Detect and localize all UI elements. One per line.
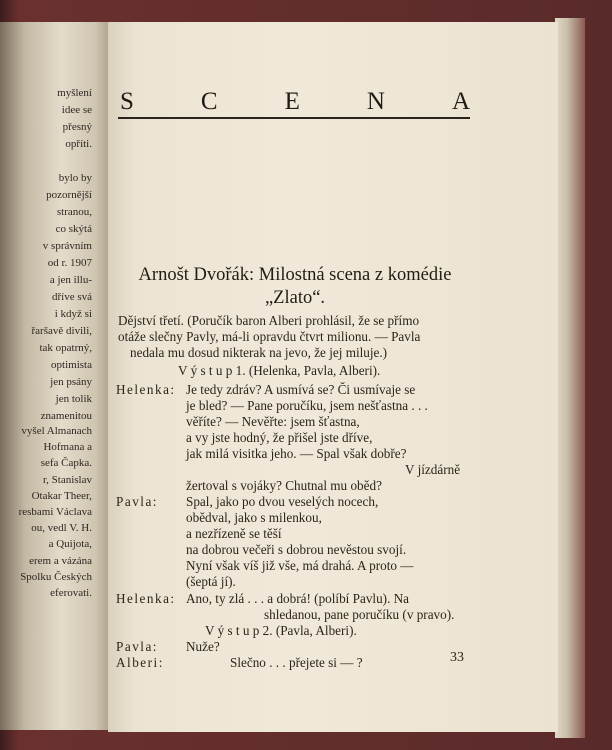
dialogue-line: je bled? — Pane poručíku, jsem nešťastna . . . [186, 398, 428, 413]
left-page [0, 22, 112, 730]
article-title: Arnošt Dvořák: Milostná scena z komédie [138, 265, 452, 285]
dialogue-line: obědval, jako s milenkou, [186, 510, 322, 525]
scene-heading: V ý s t u p 1. (Helenka, Pavla, Alberi). [178, 363, 381, 378]
left-page-line: přesný [62, 121, 92, 133]
left-page-line: i když si [54, 308, 92, 320]
scena-heading [120, 88, 470, 116]
left-page-line: jen tolik [55, 393, 92, 405]
heading-letter: N [366, 88, 385, 115]
dialogue-line: a nezřízeně se těší [186, 526, 282, 541]
dialogue-line: shledanou, pane poručíku (v pravo). [264, 607, 455, 622]
left-page-line: eferovati. [50, 587, 92, 599]
left-page-line: řaršavě divili, [31, 325, 92, 337]
left-page-line: resbami Václava [18, 506, 92, 518]
dialogue-line: Nyní však víš již vše, má drahá. A proto — [186, 558, 414, 573]
dialogue-line: žertoval s vojáky? Chutnal mu oběd? [186, 478, 382, 493]
page-number: 33 [450, 650, 464, 665]
left-page-line: erem a vázána [29, 554, 92, 567]
left-page-line: tak opatrný, [39, 342, 92, 354]
left-page-line: a Quijota, [48, 538, 92, 551]
dialogue-line: Spal, jako po dvou veselých nocech, [186, 494, 379, 509]
left-page-line: Otakar Theer, [31, 489, 92, 502]
left-page-line: ou, vedl V. H. [31, 522, 92, 535]
heading-letter: A [451, 88, 470, 115]
left-page-line: pozornější [46, 189, 92, 201]
speaker-label: Pavla: [116, 494, 158, 509]
speaker-label: Pavla: [116, 639, 158, 654]
speaker-label: Helenka: [116, 382, 176, 397]
speaker-label: Alberi: [116, 655, 164, 670]
intro-line: nedala mu dosud nikterak na jevo, že jej miluje.) [130, 345, 388, 360]
left-page-line: vyšel Almanach [21, 425, 92, 437]
dialogue-line: Nuže? [186, 639, 220, 654]
left-page-line: znamenitou [40, 410, 92, 422]
heading-letter: S [120, 88, 134, 115]
left-page-line: a jen illu- [49, 274, 92, 286]
left-page-line: optimista [51, 359, 92, 371]
dialogue-line: Ano, ty zlá . . . a dobrá! (políbí Pavlu). Na [186, 591, 410, 606]
left-page-line: v správním [42, 240, 92, 252]
dialogue-line: Slečno . . . přejete si — ? [230, 655, 363, 670]
dialogue-line: věříte? — Nevěřte: jsem šťastna, [186, 414, 360, 429]
dialogue-line: a vy jste hodný, že přišel jste dříve, [186, 430, 373, 445]
heading-letter: E [284, 88, 300, 115]
intro-line: otáže slečny Pavly, má-li opravdu čtvrt milionu. — Pavla [118, 329, 421, 344]
left-page-line: r, Stanislav [42, 473, 92, 486]
left-page-line: bylo by [58, 172, 92, 184]
dialogue-line: Je tedy zdráv? A usmívá se? Či usmívaje se [186, 382, 416, 397]
heading-rule [118, 117, 470, 119]
left-page-line: jen psány [50, 376, 92, 388]
left-page-line: co skýtá [55, 223, 92, 235]
dialogue-line: V jízdárně [405, 462, 461, 477]
scene-heading: V ý s t u p 2. (Pavla, Alberi). [205, 623, 357, 638]
article-title-quote: „Zlato“. [264, 288, 326, 308]
left-page-line: sefa Čapka. [40, 457, 92, 470]
dialogue-line: jak milá visitka jeho. — Spal však dobře? [186, 446, 407, 461]
left-page-line: myšlení [57, 87, 92, 99]
left-page-line: od r. 1907 [47, 257, 92, 269]
heading-letter: C [200, 88, 218, 115]
dialogue-line: na dobrou večeři s dobrou nevěstou svojí. [186, 542, 407, 557]
dialogue-line: (šeptá jí). [186, 574, 236, 589]
page-edges [555, 18, 585, 738]
left-page-line: Spolku Českých [20, 570, 92, 583]
left-page-line: opříti. [65, 138, 92, 150]
intro-line: Dějství třetí. (Poručík baron Alberi prohlásil, že se přímo [118, 313, 420, 328]
speaker-label: Helenka: [116, 591, 176, 606]
left-page-line: stranou, [56, 206, 92, 218]
left-page-line: idee se [61, 104, 92, 116]
left-page-line: dříve svá [51, 291, 92, 303]
left-page-line: Hofmana a [43, 441, 92, 454]
